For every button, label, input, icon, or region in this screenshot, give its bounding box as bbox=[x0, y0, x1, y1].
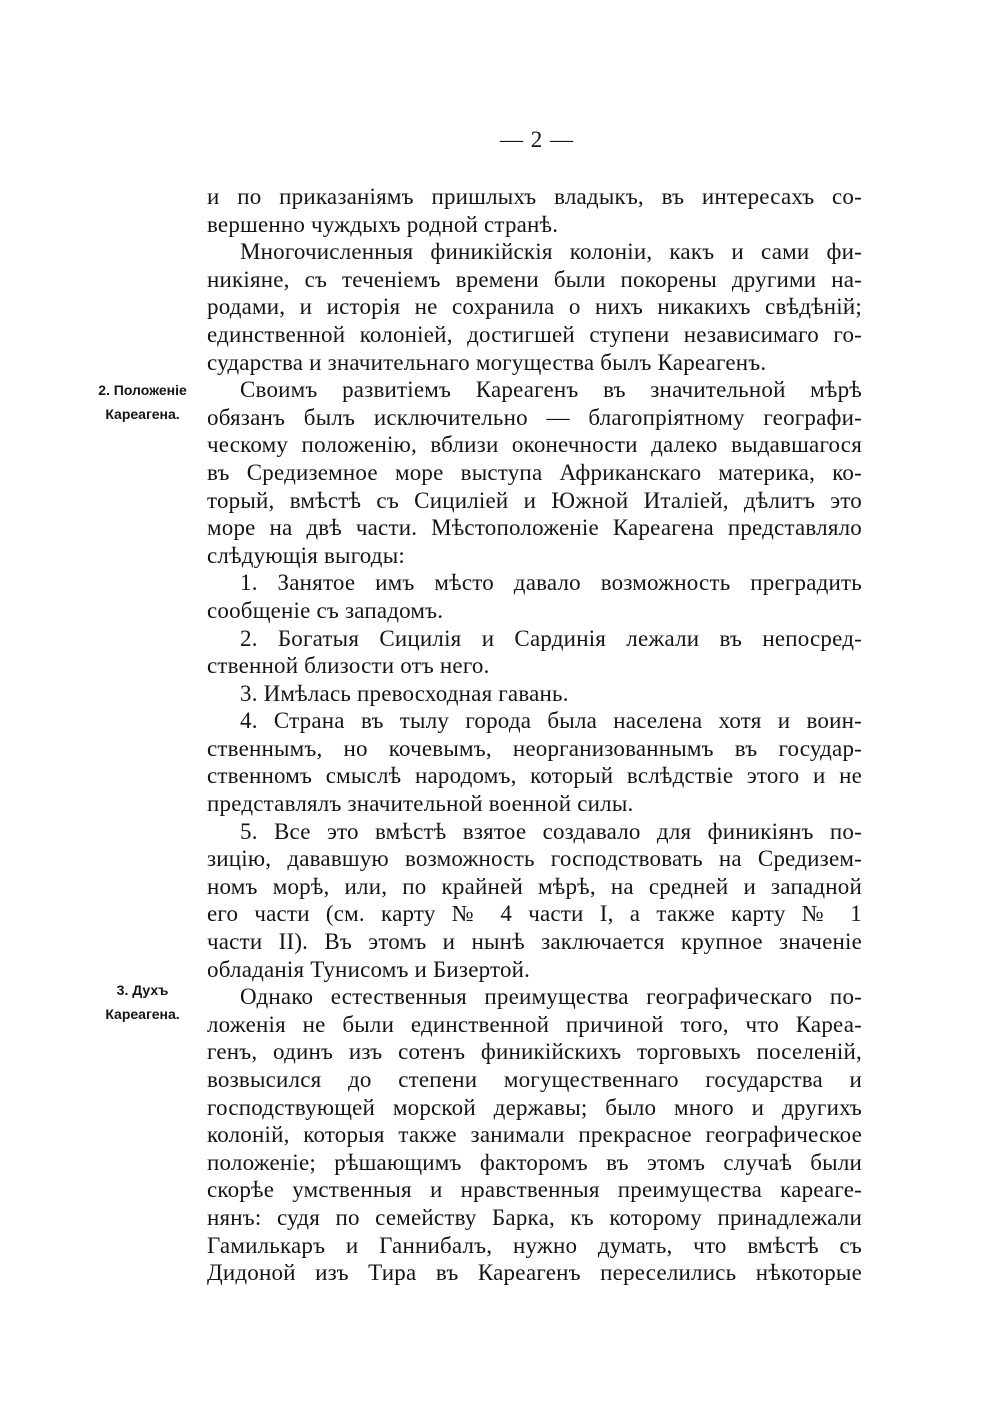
list-item bbox=[207, 680, 862, 708]
paragraph bbox=[207, 183, 862, 238]
side-note bbox=[80, 978, 205, 1026]
text-line: положеніе; рѣшающимъ факторомъ въ этомъ случаѣ были bbox=[207, 1149, 862, 1175]
text-line: вершенно чуждыхъ родной странѣ. bbox=[207, 211, 559, 237]
text-line: 1. Занятое имъ мѣсто давало возможность преградить bbox=[240, 570, 862, 596]
text-line: въ Средиземное море выступа Африканскаго материка, ко- bbox=[207, 459, 862, 485]
side-note-subject: Кареагена. bbox=[105, 1006, 180, 1022]
text-line: номъ морѣ, или, по крайней мѣрѣ, на средней и западной bbox=[207, 873, 862, 899]
text-line: сообщеніе съ западомъ. bbox=[207, 597, 444, 623]
text-line: торый, вмѣстѣ съ Сициліей и Южной Италіей, дѣлитъ это bbox=[207, 487, 862, 513]
text-line: ственной близости отъ него. bbox=[207, 653, 490, 679]
text-line: слѣдующія выгоды: bbox=[207, 542, 405, 568]
text-line: зицію, дававшую возможность господствовать на Средизем- bbox=[207, 846, 862, 872]
list-item bbox=[207, 625, 862, 680]
text-line: Однако естественныя преимущества географическаго по- bbox=[240, 984, 862, 1010]
page-number: — 2 — bbox=[500, 127, 574, 152]
text-line: 3. Имѣлась превосходная гавань. bbox=[240, 680, 569, 706]
text-line: 5. Все это вмѣстѣ взятое создавало для финикіянъ по- bbox=[240, 818, 862, 844]
text-line: ственномъ смыслѣ народомъ, который вслѣдствіе этого и не bbox=[207, 763, 862, 789]
text-line: и по приказаніямъ пришлыхъ владыкъ, въ интересахъ со- bbox=[207, 184, 862, 209]
text-line: ческому положенію, вблизи оконечности далеко выдавшагося bbox=[207, 432, 862, 458]
text-line: части II). Въ этомъ и нынѣ заключается крупное значеніе bbox=[207, 929, 862, 955]
text-line: нянъ: судя по семейству Барка, къ которому принадлежали bbox=[207, 1204, 862, 1230]
paragraph bbox=[207, 983, 862, 1287]
text-line: возвысился до степени могущественнаго государства и bbox=[207, 1067, 862, 1092]
side-note-number: 2. Положеніе bbox=[98, 382, 187, 398]
text-line: его части (см. карту № 4 части I, а также карту № 1 bbox=[207, 901, 862, 927]
text-line: ственнымъ, но кочевымъ, неорганизованнымъ въ государ- bbox=[207, 735, 862, 761]
side-note-subject: Кареагена. bbox=[105, 406, 180, 422]
side-note-number: 3. Духъ bbox=[116, 982, 169, 998]
text-line: единственной колоніей, достигшей ступени независимаго го- bbox=[207, 321, 862, 347]
text-line: никіяне, съ теченіемъ времени были покорены другими на- bbox=[207, 266, 862, 292]
text-line: обязанъ былъ исключительно — благопріятному географи- bbox=[207, 404, 862, 430]
text-line: колоній, которыя также занимали прекрасное географическое bbox=[207, 1122, 862, 1148]
text-line: Дидоной изъ Тира въ Кареагенъ переселились нѣкоторые bbox=[207, 1260, 862, 1286]
text-line: обладанія Тунисомъ и Бизертой. bbox=[207, 956, 531, 982]
text-line: генъ, одинъ изъ сотенъ финикійскихъ торговыхъ поселеній, bbox=[207, 1039, 862, 1065]
text-line: 4. Страна въ тылу города была населена хотя и воин- bbox=[240, 708, 862, 734]
text-line: господствующей морской державы; было много и другихъ bbox=[207, 1094, 862, 1120]
text-line: Гамилькаръ и Ганнибалъ, нужно думать, что вмѣстѣ съ bbox=[207, 1232, 862, 1258]
text-line: 2. Богатыя Сицилія и Сардинія лежали въ непосред- bbox=[240, 625, 862, 651]
text-line: Своимъ развитіемъ Кареагенъ въ значительной мѣрѣ bbox=[240, 377, 862, 403]
list-item bbox=[207, 569, 862, 624]
paragraph bbox=[207, 376, 862, 569]
side-note bbox=[80, 378, 205, 426]
text-line: ложенія не были единственной причиной того, что Кареа- bbox=[207, 1011, 862, 1037]
text-line: море на двѣ части. Мѣстоположеніе Кареагена представляло bbox=[207, 515, 862, 541]
list-item bbox=[207, 707, 862, 817]
text-line: родами, и исторія не сохранила о нихъ никакихъ свѣдѣній; bbox=[207, 294, 862, 320]
list-item bbox=[207, 818, 862, 984]
text-line: Многочисленныя финикійскія колоніи, какъ и сами фи- bbox=[240, 239, 862, 265]
body-text bbox=[207, 183, 862, 1287]
paragraph bbox=[207, 238, 862, 376]
text-line: сударства и значительнаго могущества былъ Кареагенъ. bbox=[207, 349, 767, 375]
text-line: скорѣе умственныя и нравственныя преимущества кареаге- bbox=[207, 1177, 862, 1203]
text-line: представлялъ значительной военной силы. bbox=[207, 791, 634, 817]
